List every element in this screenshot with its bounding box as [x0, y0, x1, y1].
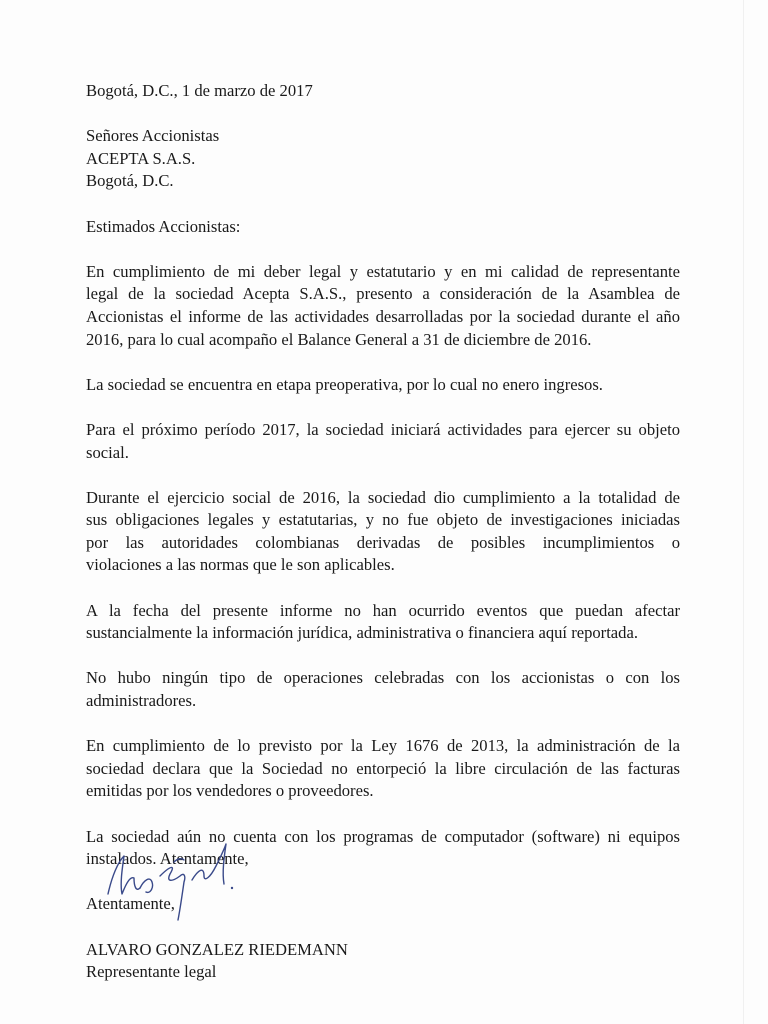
paragraph-line: A la fecha del presente informe no han ocurrido eventos que puedan afectar [86, 600, 680, 620]
recipient-line-1: Señores Accionistas [86, 126, 220, 146]
paragraph-line: legal de la sociedad Acepta S.A.S., presento a consideración de la Asamblea de [86, 284, 680, 304]
paragraph-line: social. [86, 442, 129, 462]
paragraph-line: En cumplimiento de mi deber legal y estatutario y en mi calidad de representante [86, 261, 680, 281]
paragraph-line: sociedad declara que la Sociedad no entorpeció la libre circulación de las facturas [86, 758, 680, 778]
recipient-block [86, 125, 680, 193]
paragraph-line: Accionistas el informe de las actividades desarrolladas por la sociedad durante el año [86, 306, 680, 326]
paragraph-5 [86, 600, 680, 645]
handwritten-signature [100, 836, 260, 926]
paragraph-line: administradores. [86, 691, 197, 711]
paragraph-line: Para el próximo período 2017, la sociedad iniciará actividades para ejercer su objeto [86, 419, 680, 439]
paragraph-line: La sociedad se encuentra en etapa preoperativa, por lo cual no enero ingresos. [86, 374, 603, 394]
paragraph-line: La sociedad aún no cuenta con los programas de computador (software) ni equipos [86, 826, 680, 846]
paragraph-2 [86, 374, 680, 397]
recipient-line-3: Bogotá, D.C. [86, 171, 174, 191]
paragraph-line: por las autoridades colombianas derivadas de posibles incumplimientos o [86, 532, 680, 552]
paragraph-line: Durante el ejercicio social de 2016, la sociedad dio cumplimiento a la totalidad de [86, 487, 680, 507]
paragraph-3 [86, 419, 680, 464]
signatory-name: ALVARO GONZALEZ RIEDEMANN [86, 939, 348, 959]
paragraph-line: emitidas por los vendedores o proveedores. [86, 781, 374, 801]
place-date: Bogotá, D.C., 1 de marzo de 2017 [86, 81, 313, 100]
paragraph-line: 2016, para lo cual acompaño el Balance General a 31 de diciembre de 2016. [86, 329, 592, 349]
closing: Atentamente, [86, 894, 175, 914]
paragraph-line: sus obligaciones legales y estatutarias, y no fue objeto de investigaciones iniciadas [86, 510, 680, 530]
paragraph-1 [86, 261, 680, 351]
salutation: Estimados Accionistas: [86, 216, 241, 236]
paragraph-6 [86, 667, 680, 712]
paragraph-line: instalados. Atentamente, [86, 849, 249, 869]
recipient-line-2: ACEPTA S.A.S. [86, 148, 196, 168]
signatory-title: Representante legal [86, 962, 217, 982]
paragraph-line: No hubo ningún tipo de operaciones celebradas con los accionistas o con los [86, 668, 680, 688]
paragraph-line: En cumplimiento de lo previsto por la Ley 1676 de 2013, la administración de la [86, 736, 680, 756]
paragraph-line: violaciones a las normas que le son aplicables. [86, 555, 395, 575]
paragraph-7 [86, 735, 680, 803]
page-edge-shadow [743, 0, 744, 1024]
paragraph-4 [86, 487, 680, 577]
paragraph-line: sustancialmente la información jurídica, administrativa o financiera aquí reportada. [86, 623, 638, 643]
